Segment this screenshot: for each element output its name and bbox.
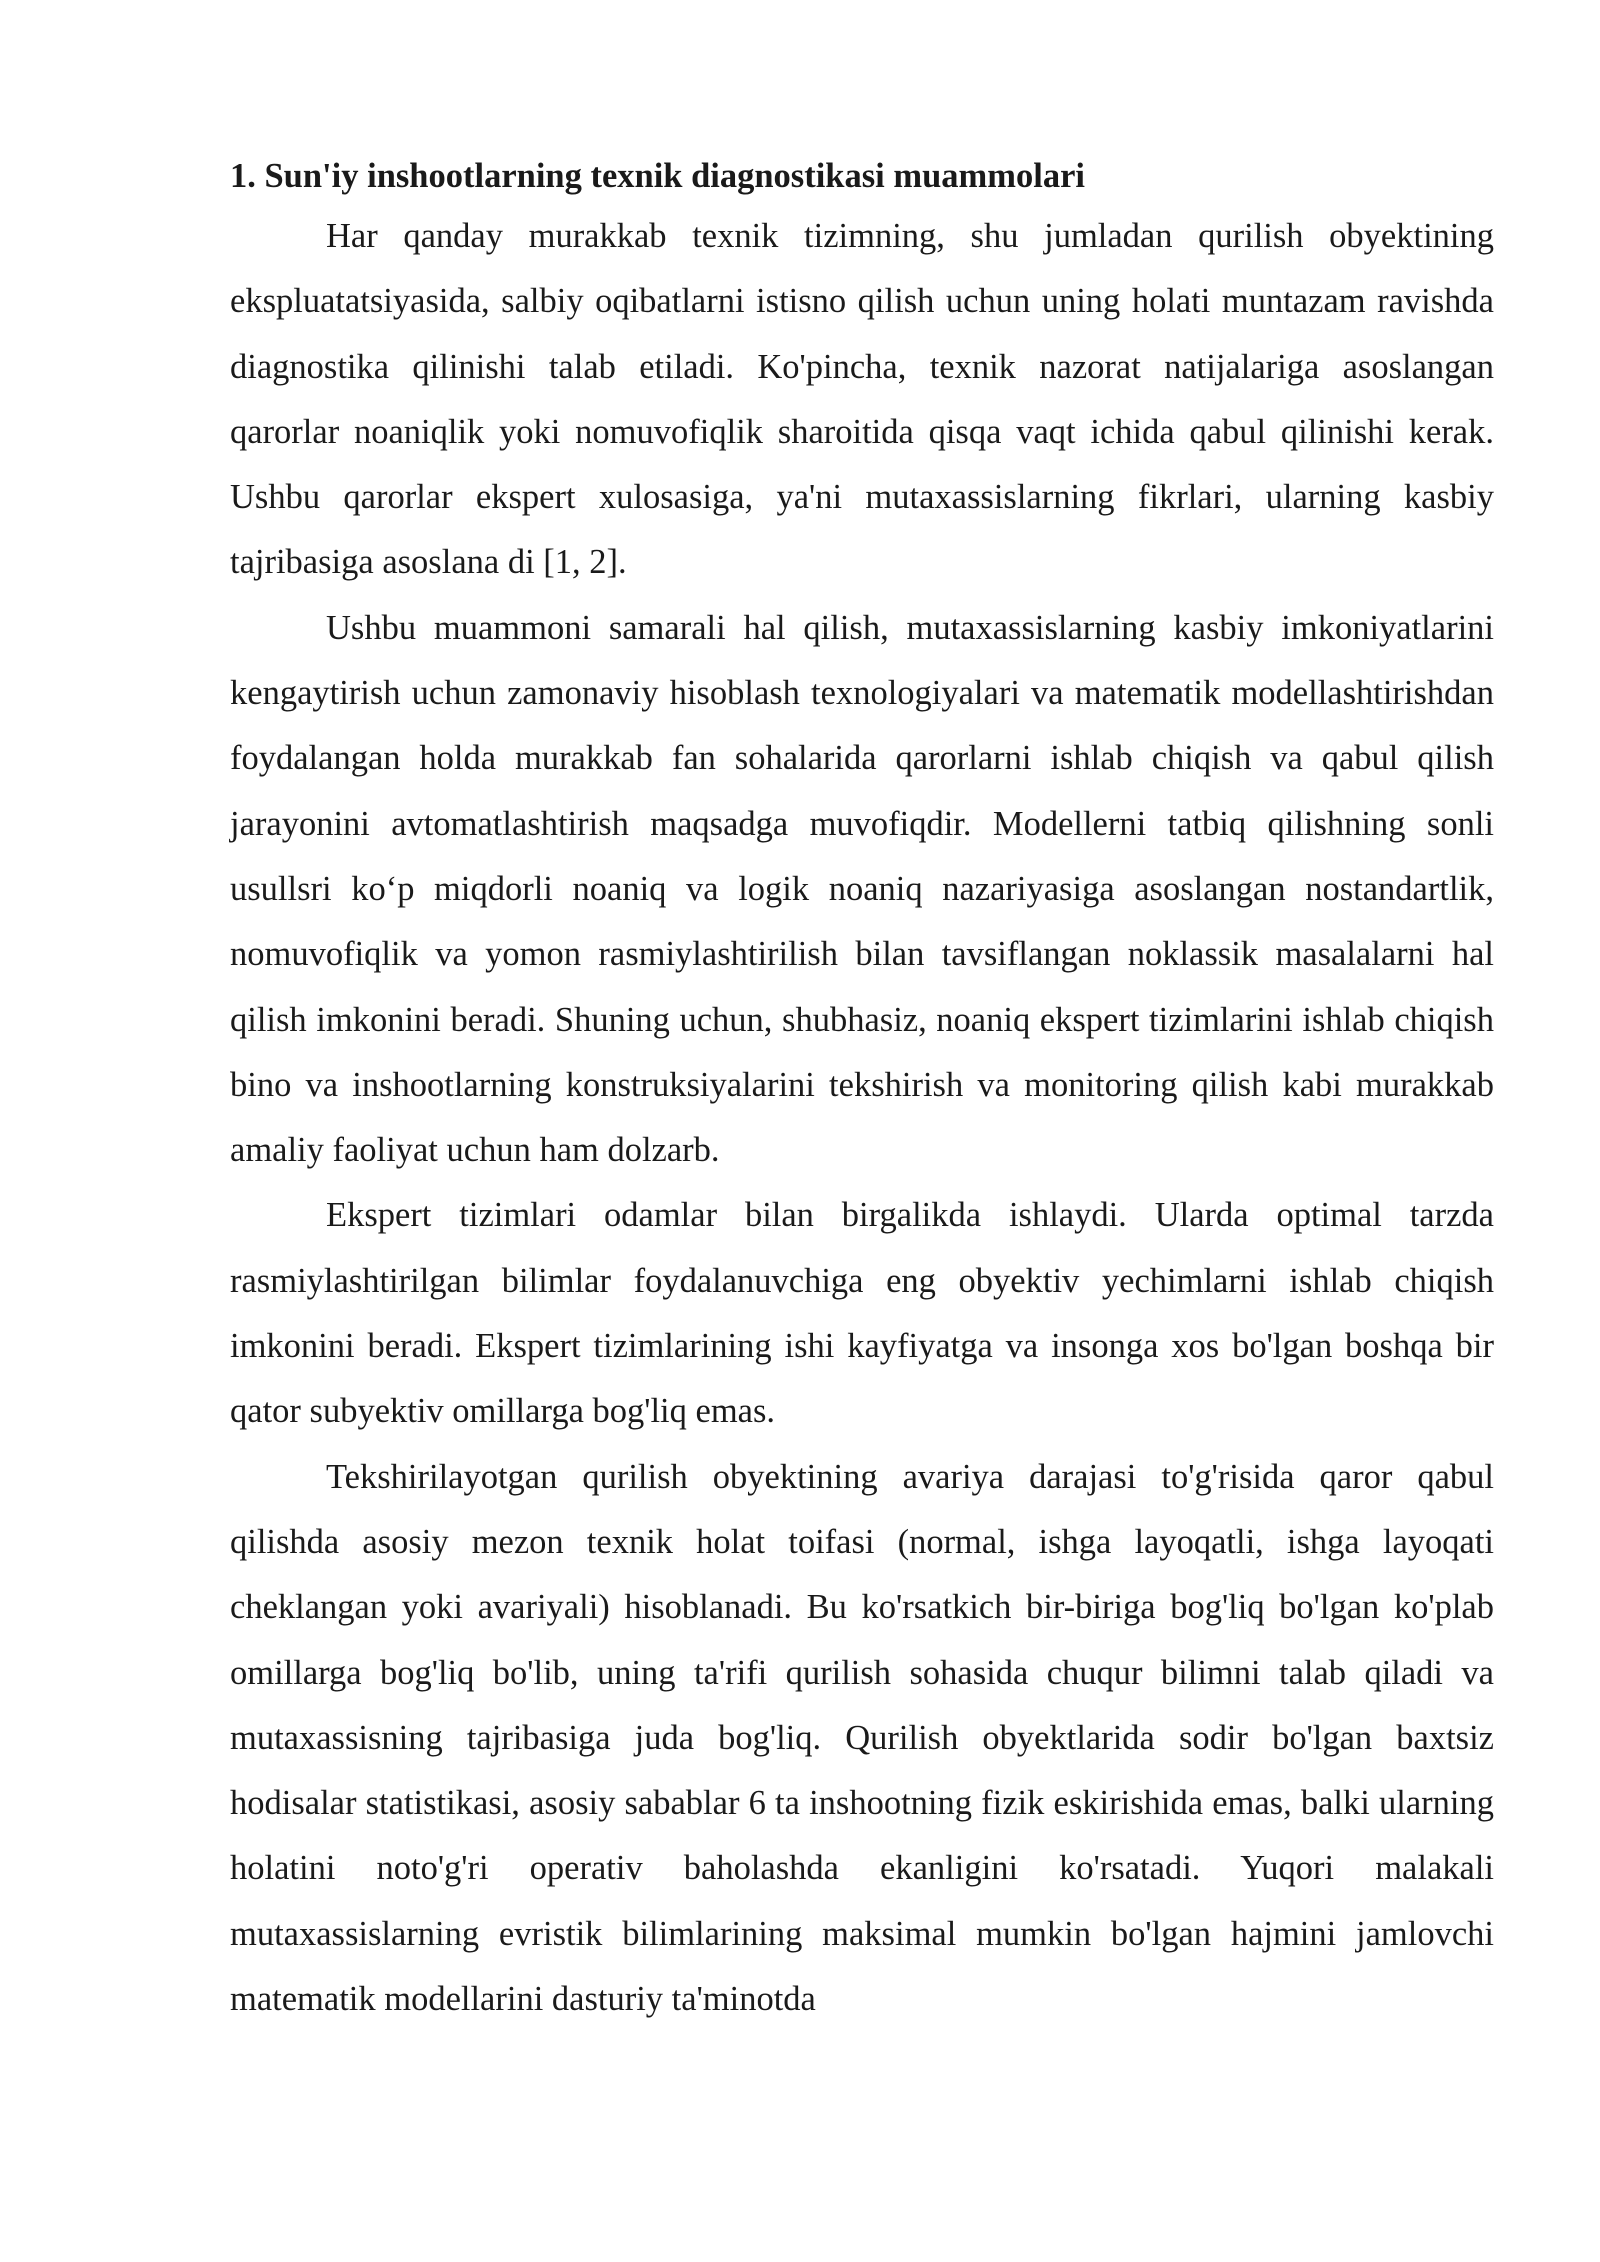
paragraph-4: Tekshirilayotgan qurilish obyektining avariya darajasi to'g'risida qaror qabul qilishda asosiy mezon texnik holat toifasi (normal, ishga layoqatli, ishga layoqati cheklangan yoki avariyali) hisoblanadi. Bu ko'rsatkich bir-biriga bog'liq bo'lgan ko'plab omillarga bog'liq bo'lib, uning ta'rifi qurilish sohasida chuqur bilimni talab qiladi va mutaxassisning tajribasiga juda bog'liq. Qurilish obyektlarida sodir bo'lgan baxtsiz hodisalar statistikasi, asosiy sabablar 6 ta inshootning fizik eskirishida emas, balki ularning holatini noto'g'ri operativ baholashda ekanligini ko'rsatadi. Yuqori malakali mutaxassislarning evristik bilimlarining maksimal mumkin bo'lgan hajmini jamlovchi matematik modellarini dasturiy ta'minotda: [230, 1457, 1494, 2019]
paragraph-1: Har qanday murakkab texnik tizimning, shu jumladan qurilish obyektining ekspluatatsiyasida, salbiy oqibatlarni istisno qilish uchun uning holati muntazam ravishda diagnostika qilinishi talab etiladi. Ko'pincha, texnik nazorat natijalariga asoslangan qarorlar noaniqlik yoki nomuvofiqlik sharoitida qisqa vaqt ichida qabul qilinishi kerak. Ushbu qarorlar ekspert xulosasiga, ya'ni mutaxassislarning fikrlari, ularning kasbiy tajribasiga asoslana di [1, 2].: [230, 217, 1494, 582]
section-heading: 1. Sun'iy inshootlarning texnik diagnostikasi muammolari: [230, 157, 1086, 195]
paragraph-3: Ekspert tizimlari odamlar bilan birgalikda ishlaydi. Ularda optimal tarzda rasmiylashtirilgan bilimlar foydalanuvchiga eng obyektiv yechimlarni ishlab chiqish imkonini beradi. Ekspert tizimlarining ishi kayfiyatga va insonga xos bo'lgan boshqa bir qator subyektiv omillarga bog'liq emas.: [230, 1196, 1494, 1431]
paragraph-2: Ushbu muammoni samarali hal qilish, mutaxassislarning kasbiy imkoniyatlarini kengaytirish uchun zamonaviy hisoblash texnologiyalari va matematik modellashtirishdan foydalangan holda murakkab fan sohalarida qarorlarni ishlab chiqish va qabul qilish jarayonini avtomatlashtirish maqsadga muvofiqdir. Modellerni tatbiq qilishning sonli usullsri ko‘p miqdorli noaniq va logik noaniq nazariyasiga asoslangan nostandartlik, nomuvofiqlik va yomon rasmiylashtirilish bilan tavsiflangan noklassik masalalarni hal qilish imkonini beradi. Shuning uchun, shubhasiz, noaniq ekspert tizimlarini ishlab chiqish bino va inshootlarning konstruksiyalarini tekshirish va monitoring qilish kabi murakkab amaliy faoliyat uchun ham dolzarb.: [230, 608, 1494, 1170]
document-body: [230, 148, 1494, 2032]
